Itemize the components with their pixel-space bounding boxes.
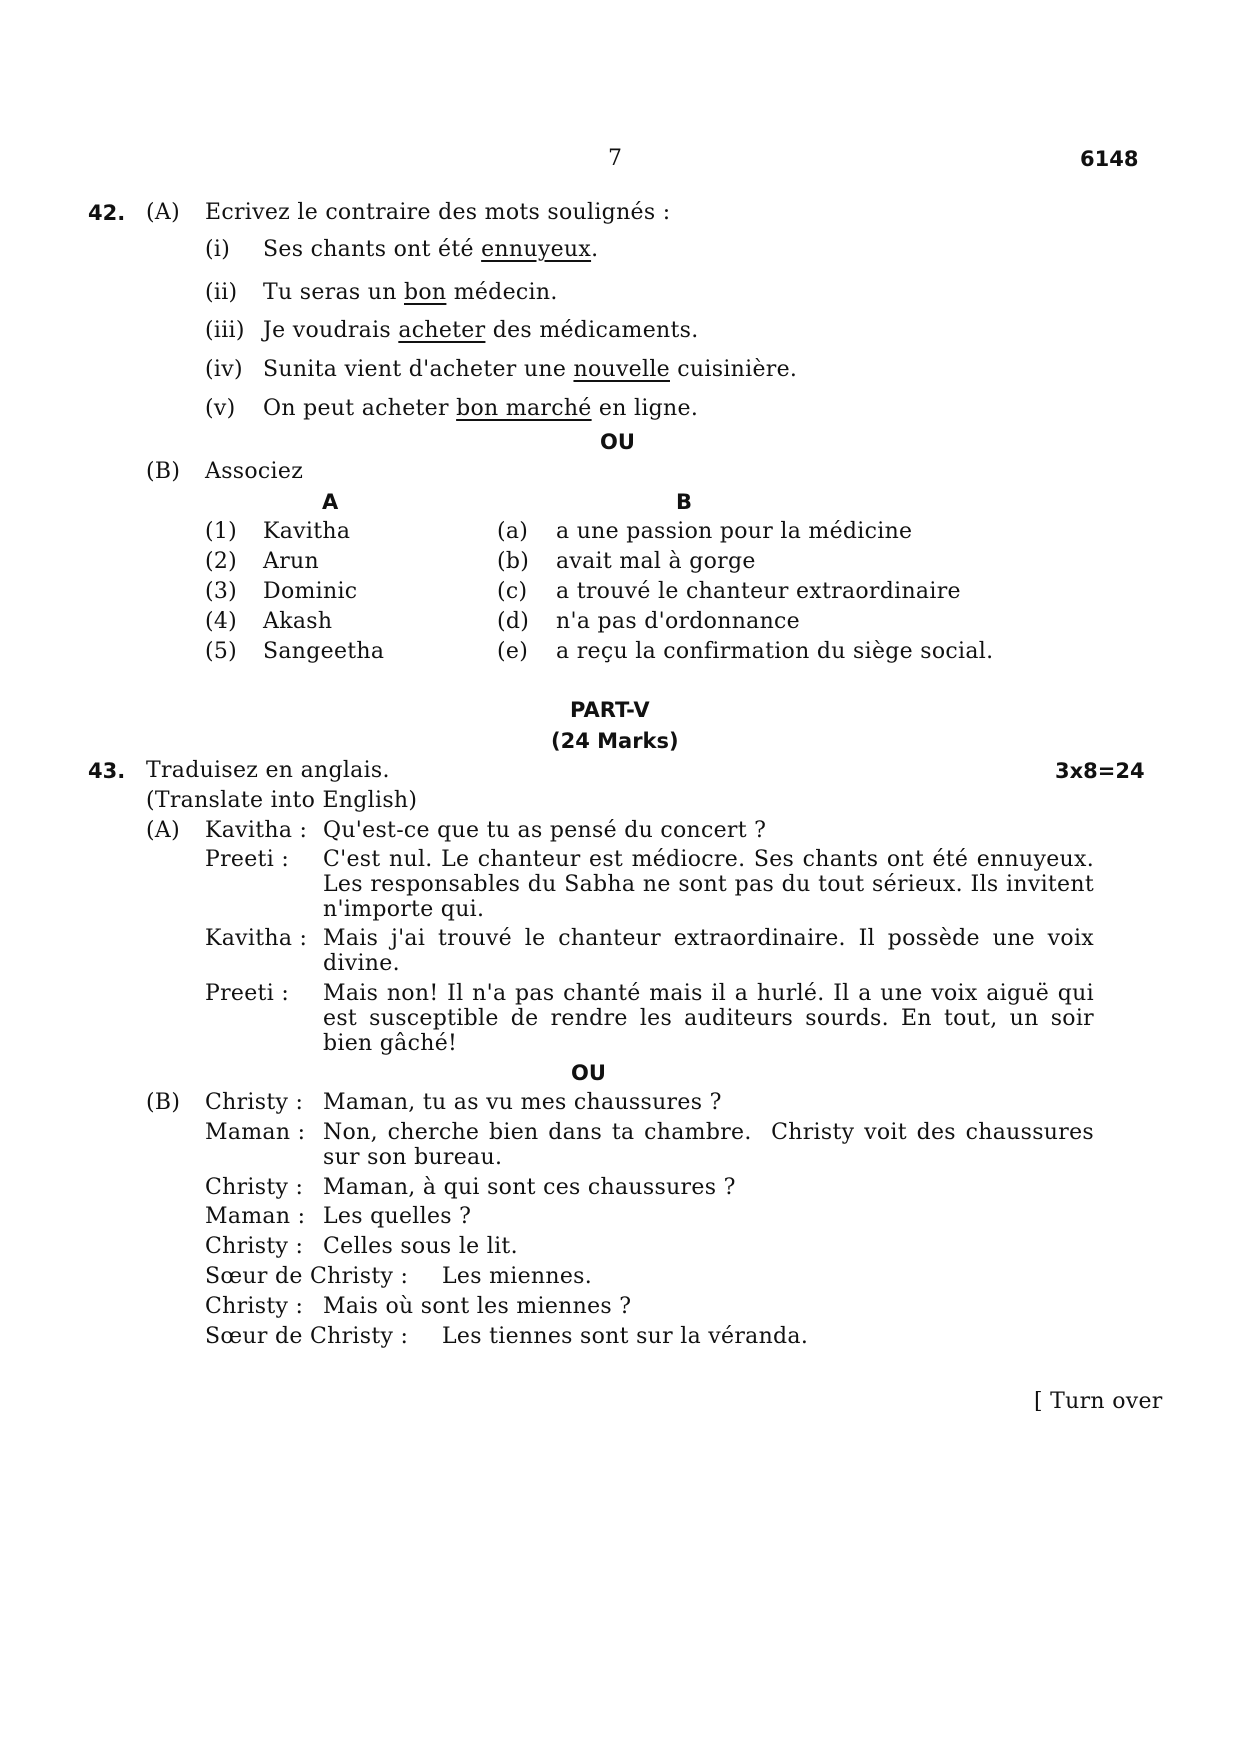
match-a-num: (5) — [205, 639, 238, 664]
match-a-text: Kavitha — [263, 519, 351, 544]
underlined-word: bon marché — [456, 396, 592, 421]
dialogue-text: Maman, à qui sont ces chaussures ? — [323, 1175, 736, 1200]
dialogue-speaker: Maman : — [205, 1204, 306, 1229]
or-separator: OU — [600, 430, 635, 454]
q43-part-a-label: (A) — [146, 818, 180, 843]
q43-part-b-label: (B) — [146, 1090, 181, 1115]
dialogue-speaker: Preeti : — [205, 847, 290, 872]
dialogue-speaker: Kavitha : — [205, 818, 308, 843]
dialogue-text: Qu'est-ce que tu as pensé du concert ? — [323, 818, 767, 843]
match-a-text: Sangeetha — [263, 639, 385, 664]
q42-item-text: Sunita vient d'acheter une nouvelle cuisinière. — [263, 357, 798, 382]
column-b-header: B — [676, 490, 693, 514]
part-marks: (24 Marks) — [551, 729, 679, 753]
dialogue-speaker: Christy : — [205, 1175, 304, 1200]
match-b-num: (e) — [497, 639, 529, 664]
paper-code: 6148 — [1080, 147, 1139, 171]
q42-item-num: (i) — [205, 237, 231, 262]
match-b-num: (c) — [497, 579, 528, 604]
q43-instruction: Traduisez en anglais. — [146, 758, 390, 783]
match-b-num: (b) — [497, 549, 530, 574]
dialogue-speaker: Sœur de Christy : — [205, 1264, 409, 1289]
dialogue-text: Les quelles ? — [323, 1204, 472, 1229]
match-a-text: Akash — [263, 609, 333, 634]
dialogue-text: Les miennes. — [442, 1264, 593, 1289]
dialogue-text: C'est nul. Le chanteur est médiocre. Ses chants ont été ennuyeux. Les responsables du Sabha ne sont pas du tout sérieux. Ils invitent n'importe qui. — [323, 847, 1094, 922]
match-a-text: Arun — [263, 549, 319, 574]
dialogue-text: Mais non! Il n'a pas chanté mais il a hurlé. Il a une voix aiguë qui est susceptible de rendre les auditeurs sourds. En tout, un soir bien gâché! — [323, 981, 1094, 1056]
q42-item-text: Ses chants ont été ennuyeux. — [263, 237, 599, 262]
dialogue-speaker: Christy : — [205, 1234, 304, 1259]
match-a-text: Dominic — [263, 579, 358, 604]
q42-part-b-label: (B) — [146, 459, 181, 484]
match-b-text: a une passion pour la médicine — [556, 519, 913, 544]
dialogue-speaker: Preeti : — [205, 981, 290, 1006]
dialogue-speaker: Christy : — [205, 1090, 304, 1115]
dialogue-speaker: Sœur de Christy : — [205, 1324, 409, 1349]
dialogue-text: Maman, tu as vu mes chaussures ? — [323, 1090, 722, 1115]
column-a-header: A — [322, 490, 339, 514]
q42-item-num: (ii) — [205, 280, 238, 305]
dialogue-text: Non, cherche bien dans ta chambre. Christy voit des chaussures sur son bureau. — [323, 1120, 1102, 1170]
q42-part-a-instruction: Ecrivez le contraire des mots soulignés : — [205, 200, 671, 225]
dialogue-speaker: Kavitha : — [205, 926, 308, 951]
q42-item-text: On peut acheter bon marché en ligne. — [263, 396, 699, 421]
match-b-num: (a) — [497, 519, 529, 544]
question-43-number: 43. — [88, 759, 126, 783]
underlined-word: bon — [404, 280, 447, 305]
match-b-num: (d) — [497, 609, 530, 634]
q43-translation-note: (Translate into English) — [146, 788, 418, 813]
dialogue-speaker: Maman : — [205, 1120, 306, 1145]
underlined-word: nouvelle — [573, 357, 670, 382]
dialogue-text: Mais j'ai trouvé le chanteur extraordinaire. Il possède une voix divine. — [323, 926, 1094, 976]
q42-item-text: Je voudrais acheter des médicaments. — [263, 318, 699, 343]
match-b-text: avait mal à gorge — [556, 549, 756, 574]
q42-item-text: Tu seras un bon médecin. — [263, 280, 558, 305]
match-b-text: a reçu la confirmation du siège social. — [556, 639, 994, 664]
turn-over-note: [ Turn over — [1034, 1389, 1163, 1414]
q42-part-a-label: (A) — [146, 200, 180, 225]
dialogue-speaker: Christy : — [205, 1294, 304, 1319]
dialogue-text: Celles sous le lit. — [323, 1234, 518, 1259]
q42-part-b-instruction: Associez — [205, 459, 304, 484]
page-number: 7 — [608, 146, 623, 171]
q42-item-num: (v) — [205, 396, 236, 421]
underlined-word: acheter — [398, 318, 486, 343]
dialogue-text: Les tiennes sont sur la véranda. — [442, 1324, 809, 1349]
underlined-word: ennuyeux — [481, 237, 592, 262]
q42-item-num: (iii) — [205, 318, 245, 343]
match-a-num: (1) — [205, 519, 238, 544]
q43-marks: 3x8=24 — [1055, 759, 1145, 783]
match-b-text: n'a pas d'ordonnance — [556, 609, 800, 634]
or-separator: OU — [571, 1061, 606, 1085]
match-a-num: (4) — [205, 609, 238, 634]
match-b-text: a trouvé le chanteur extraordinaire — [556, 579, 961, 604]
match-a-num: (3) — [205, 579, 238, 604]
part-title: PART-V — [570, 698, 650, 722]
question-42-number: 42. — [88, 201, 126, 225]
q42-item-num: (iv) — [205, 357, 243, 382]
dialogue-text: Mais où sont les miennes ? — [323, 1294, 632, 1319]
match-a-num: (2) — [205, 549, 238, 574]
